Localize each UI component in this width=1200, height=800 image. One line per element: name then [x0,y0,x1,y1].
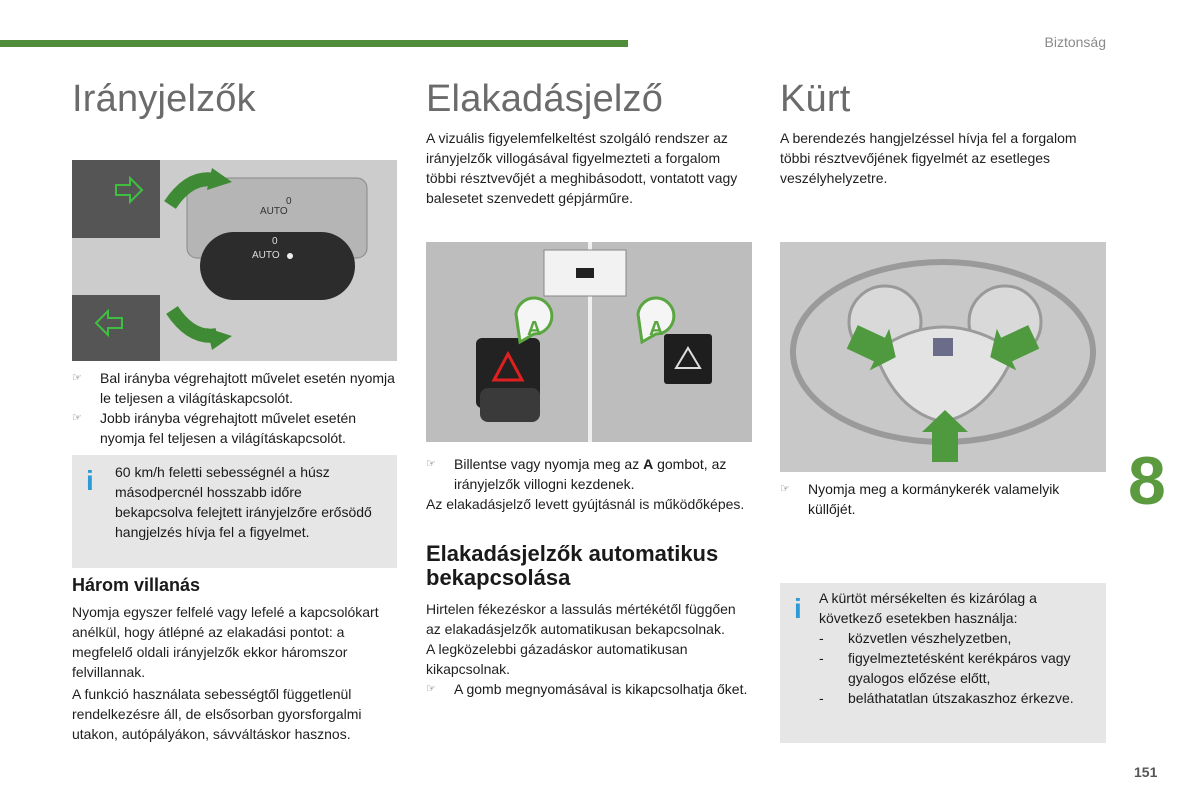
title-turn-signals: Irányjelzők [72,78,256,120]
paragraph: Hirtelen fékezéskor a lassulás mértékétől függően az elakadásjelzők automatikusan bekapcsolnak. [426,601,736,637]
list-item: ☞ Jobb irányba végrehajtott művelet esetén nyomja fel teljesen a világításkapcsolót. [72,410,357,446]
hazard-bullets [426,454,752,514]
list-item: - beláthatatlan útszakaszhoz érkezve. [819,690,1074,706]
title-hazard-lights: Elakadásjelző [426,78,664,120]
auto-label-stalk: AUTO [252,250,280,261]
subtitle-auto-hazard: Elakadásjelzők automatikus bekapcsolása [426,541,719,590]
steering-wheel-illustration [780,242,1106,472]
horn-bullets [780,479,1106,519]
paragraph: Az elakadásjelző levett gyújtásnál is működőképes. [426,496,745,512]
auto-label-top: AUTO [260,206,288,217]
page-number: 151 [1134,764,1158,780]
header-bar [0,40,628,47]
horn-intro: A berendezés hangjelzéssel hívja fel a forgalom többi résztvevőjének figyelmét az esetleges veszélyhelyzetre. [780,130,1077,186]
list-item: - közvetlen vészhelyzetben, [819,630,1012,646]
info-box-horn: i A kürtöt mérsékelten és kizárólag a következő esetekben használja: - közvetlen vészhelyzetben, - figyelmeztetésként kerékpáros vagy gyalogos előzése előtt, - beláthatatlan útszakaszhoz érkezve. [780,583,1106,743]
button-a-label-right: A [649,318,664,340]
info-icon: i [86,465,94,496]
paragraph: A legközelebbi gázadáskor automatikusan kikapcsolnak. [426,641,688,677]
hazard-button-illustration [426,242,752,442]
paragraph: A funkció használata sebességtől függetlenül rendelkezésre áll, de elsősorban gyorsforgalmi utakon, autópályákon, sávváltáskor hasznos. [72,686,362,742]
button-a-label-left: A [527,318,542,340]
pointing-hand-icon: ☞ [426,683,436,695]
horn-usage-list [819,628,1094,708]
zero-label-top: 0 [286,196,292,207]
pointing-hand-icon: ☞ [780,483,790,495]
pointing-hand-icon: ☞ [72,372,82,384]
three-flashes-section [72,575,397,744]
pointing-hand-icon: ☞ [426,458,436,470]
chapter-number: 8 [1128,443,1166,519]
list-item: ☞ A gomb megnyomásával is kikapcsolhatja őket. [426,681,748,697]
list-item: - figyelmeztetésként kerékpáros vagy gyalogos előzése előtt, [819,650,1071,686]
hazard-intro: A vizuális figyelemfelkeltést szolgáló rendszer az irányjelzők villogásával figyelmezteti a forgalom többi résztvevőjét a meghibásodott, vontatott vagy balesetet szenvedett gépjárműre. [426,130,738,206]
paragraph: Nyomja egyszer felfelé vagy lefelé a kapcsolókart anélkül, hogy átlépné az elakadási pontot: a megfelelő oldali irányjelzők ekkor háromszor felvillannak. [72,604,379,680]
auto-hazard-section [426,542,752,699]
list-item: ☞ Bal irányba végrehajtott művelet esetén nyomja le teljesen a világításkapcsolót. [72,370,395,406]
list-item: ☞ Billentse vagy nyomja meg az A gombot, az irányjelzők villogni kezdenek. [426,456,727,492]
list-item: ☞ Nyomja meg a kormánykerék valamelyik küllőjét. [780,481,1060,517]
zero-label-stalk: 0 [272,236,278,247]
section-title: Biztonság [1044,34,1106,50]
subtitle-three-flashes: Három villanás [72,575,201,595]
info-icon: i [794,593,802,624]
turn-signal-bullets [72,368,397,448]
title-horn: Kürt [780,78,851,120]
stalk-illustration [72,160,397,361]
pointing-hand-icon: ☞ [72,412,82,424]
info-box-speed: i 60 km/h feletti sebességnél a húsz másodpercnél hosszabb időre bekapcsolva felejtett irányjelzőre erősödő hangjelzés hívja fel a figyelmet. [72,455,397,568]
